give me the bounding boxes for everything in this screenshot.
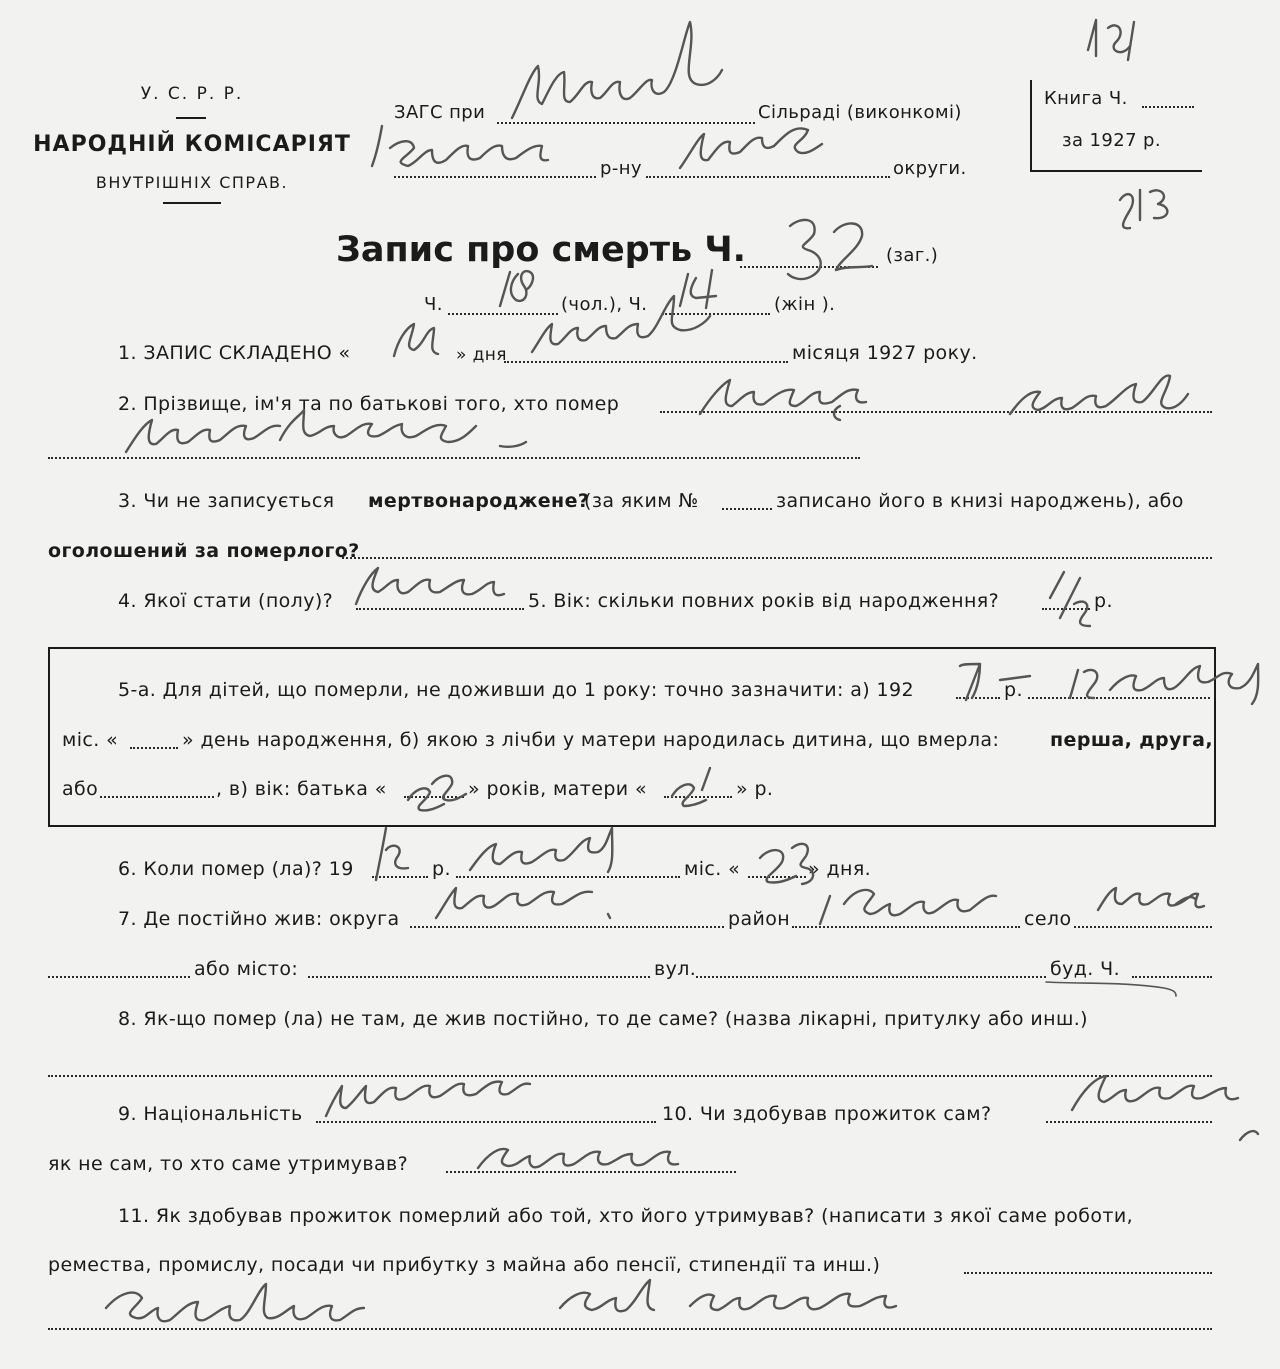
total-label: (заг.) [886, 245, 939, 266]
commissariat-label: НАРОДНІЙ КОМІСАРІЯТ [33, 132, 351, 157]
female-label: (жін ). [774, 294, 836, 315]
item-1-day-label: » дня [456, 345, 507, 365]
birth-order-label: » день народження, б) якою з лічби у матери народилась дитина, що вмерла: [182, 729, 1000, 751]
item-10-label: 10. Чи здобував прожиток сам? [662, 1103, 992, 1125]
book-label: Книга Ч. [1044, 88, 1128, 109]
department-label: ВНУТРІШНІХ СПРАВ. [95, 173, 289, 192]
death-year-unit: р. [432, 858, 451, 880]
zags-label: ЗАГС при [394, 102, 486, 123]
male-label: (чол.), Ч. [561, 294, 648, 315]
village-label: село [1024, 908, 1072, 930]
item-1-year-label: місяця 1927 року. [792, 342, 978, 364]
death-month-label: міс. « [684, 858, 741, 880]
item-1-label: 1. ЗАПИС СКЛАДЕНО « [118, 342, 351, 364]
city-label: або місто: [194, 958, 299, 980]
count-label: Ч. [424, 294, 443, 315]
death-day-label: » дня. [808, 858, 872, 880]
handwriting-strokes [106, 20, 1258, 1321]
or-label: або [62, 778, 99, 800]
item-2-label: 2. Прізвище, ім'я та по батькові того, хто помер [118, 393, 620, 415]
book-year: за 1927 р. [1062, 130, 1162, 151]
silrada-label: Сільраді (виконкомі) [758, 102, 962, 123]
item-11-label-2: ремества, промислу, посади чи прибутку з майна або пенсії, стипендії та инш.) [48, 1254, 881, 1276]
father-age-label: , в) вік: батька « [216, 778, 387, 800]
item-3-label: 3. Чи не записується [118, 490, 335, 512]
item-9-label: 9. Національність [118, 1103, 303, 1125]
birth-order-options: перша, друга, [1050, 729, 1213, 751]
item-4-label: 4. Якої стати (полу)? [118, 590, 334, 612]
page-title: Запис про смерть Ч. [336, 230, 746, 270]
street-label: вул. [654, 958, 697, 980]
district-residence-label: район [728, 908, 791, 930]
item-3-suffix: записано його в книзі народжень), або [776, 490, 1184, 512]
house-label: буд. Ч. [1050, 958, 1121, 980]
item-3-number-label: (за яким № [584, 490, 699, 512]
item-5-label: 5. Вік: скільки повних років від народження? [528, 590, 1000, 612]
mother-age-unit: » р. [736, 778, 774, 800]
item-11-label: 11. Як здобував прожиток померлий або той, хто його утримував? (написати з якої саме роботи, [118, 1205, 1134, 1227]
item-5a-label: 5-а. Для дітей, що померли, не доживши до 1 року: точно зазначити: а) 192 [118, 679, 915, 701]
ussr-label: У. С. Р. Р. [140, 84, 244, 104]
item-7-label: 7. Де постійно жив: округа [118, 908, 400, 930]
okruga-label: округи. [893, 158, 967, 179]
stillborn-label: мертвонароджене? [368, 490, 590, 512]
item-8-label: 8. Як-що помер (ла) не там, де жив постійно, то де саме? (назва лікарні, притулку або инш.) [118, 1008, 1088, 1030]
supporter-label: як не сам, то хто саме утримував? [48, 1153, 409, 1175]
item-6-label: 6. Коли помер (ла)? 19 [118, 858, 354, 880]
district-label: р-ну [600, 158, 642, 179]
declared-dead-label: оголошений за померлого? [48, 540, 360, 562]
mother-age-label: » років, матери « [468, 778, 647, 800]
birth-month-label: міс. « [62, 729, 119, 751]
birth-year-unit: р. [1004, 679, 1023, 701]
age-unit: р. [1094, 590, 1113, 612]
